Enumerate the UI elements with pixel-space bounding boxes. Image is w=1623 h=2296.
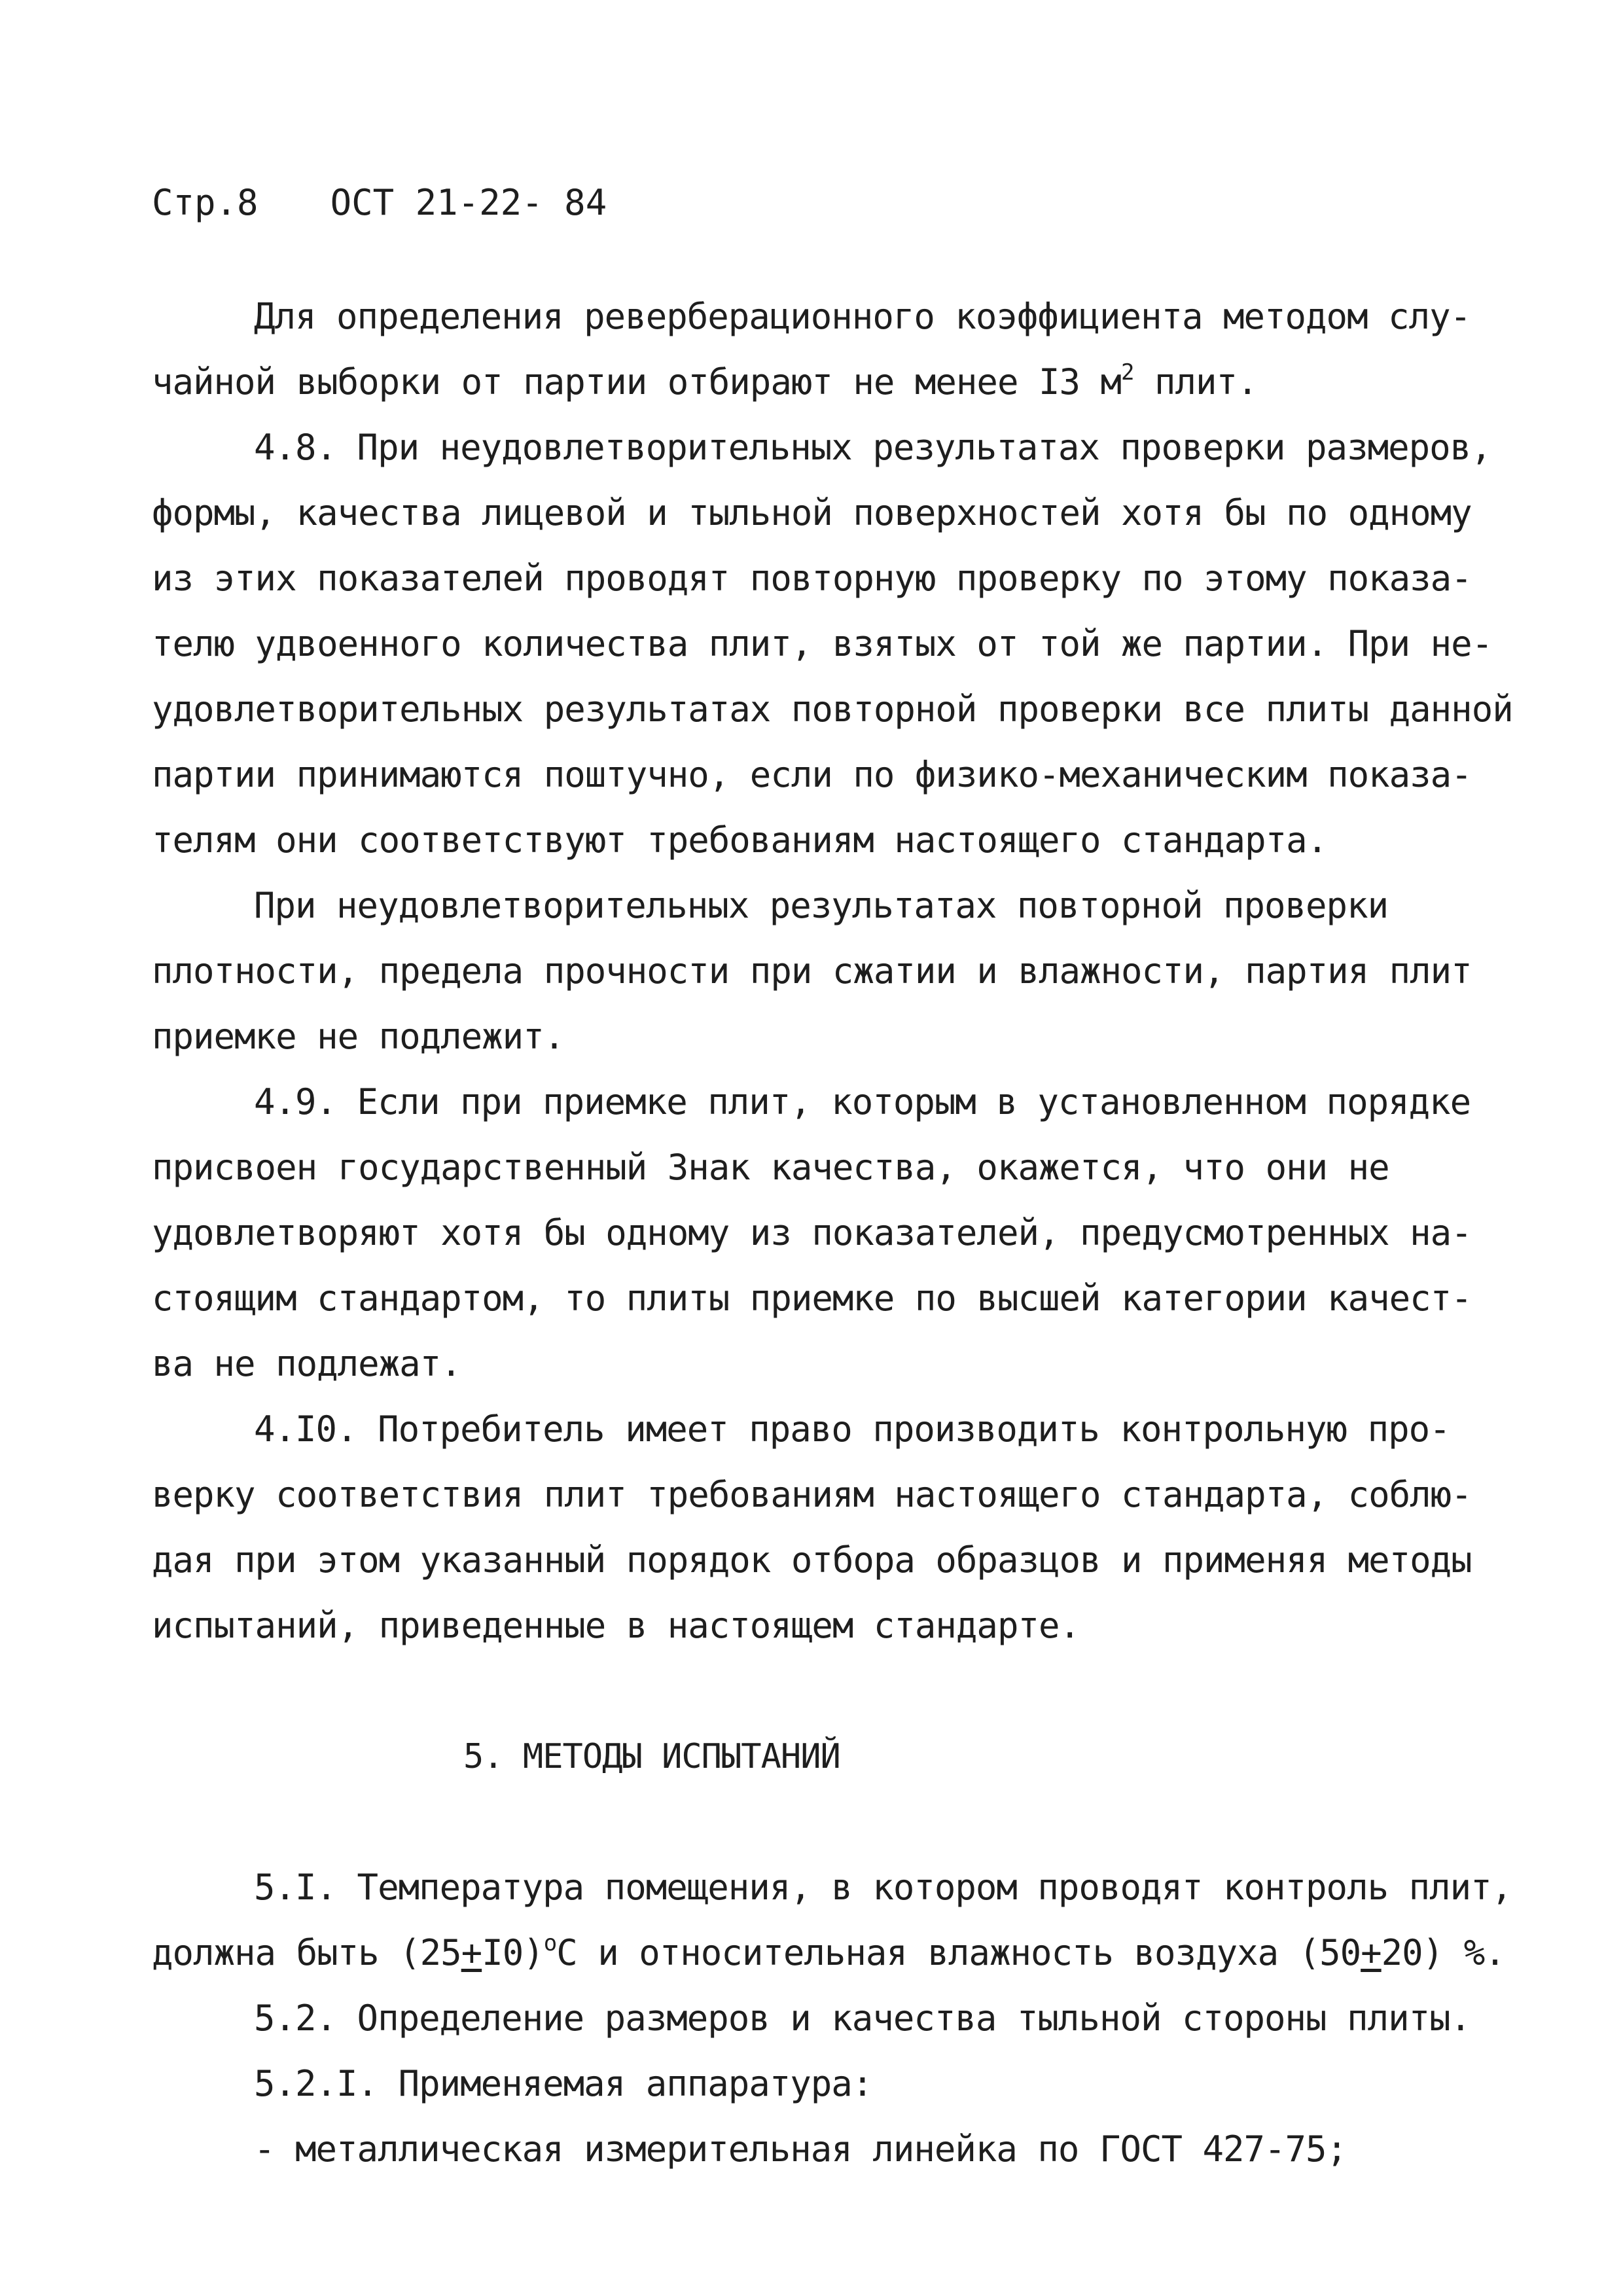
- text-line: присвоен государственный Знак качества, окажется, что они не: [152, 1147, 1389, 1188]
- text-fragment: С и относительная влажность воздуха (50: [556, 1932, 1361, 1973]
- superscript: 2: [1121, 359, 1134, 386]
- text-line: 4.I0. Потребитель имеет право производить контрольную про-: [254, 1408, 1450, 1450]
- text-line: верку соответствия плит требованиям настоящего стандарта, соблю-: [152, 1474, 1472, 1515]
- page-number: Стр.8: [152, 182, 259, 223]
- text-line: из этих показателей проводят повторную проверку по этому показа-: [152, 558, 1472, 599]
- text-fragment: I0): [482, 1932, 544, 1973]
- text-fragment: должна быть (25: [152, 1932, 461, 1973]
- standard-code: ОСТ 21-22- 84: [330, 182, 607, 223]
- text-line: 4.8. При неудовлетворительных результатах проверки размеров,: [254, 427, 1491, 468]
- text-line: партии принимаются поштучно, если по физико-механическим показа-: [152, 754, 1472, 795]
- text-line: ва не подлежат.: [152, 1343, 461, 1384]
- text-line: телям они соответствуют требованиям настоящего стандарта.: [152, 819, 1328, 861]
- text-line: При неудовлетворительных результатах повторной проверки: [254, 885, 1389, 926]
- text-line: удовлетворительных результатах повторной проверки все плиты данной: [152, 689, 1513, 730]
- section-heading: 5. МЕТОДЫ ИСПЫТАНИЙ: [463, 1737, 840, 1776]
- text-line: приемке не подлежит.: [152, 1016, 565, 1057]
- text-line: 4.9. Если при приемке плит, которым в установленном порядке: [254, 1081, 1471, 1122]
- text-line: стоящим стандартом, то плиты приемке по высшей категории качест-: [152, 1278, 1472, 1319]
- text-line: - металлическая измерительная линейка по ГОСТ 427-75;: [254, 2128, 1347, 2170]
- degree-superscript: o: [543, 1930, 557, 1956]
- page-header: [152, 182, 607, 224]
- text-line: плотности, предела прочности при сжатии и влажности, партия плит: [152, 950, 1472, 992]
- text-line: 5.I. Температура помещения, в котором проводят контроль плит,: [254, 1867, 1512, 1908]
- text-line: 5.2. Определение размеров и качества тыльной стороны плиты.: [254, 1998, 1471, 2039]
- text-line: удовлетворяют хотя бы одному из показателей, предусмотренных на-: [152, 1212, 1472, 1253]
- text-fragment: 20) %.: [1381, 1932, 1505, 1973]
- text-line: [152, 1932, 1505, 1974]
- text-fragment: чайной выборки от партии отбирают не менее I3 м: [152, 361, 1122, 403]
- text-line: формы, качества лицевой и тыльной поверхностей хотя бы по одному: [152, 492, 1472, 533]
- text-line: телю удвоенного количества плит, взятых от той же партии. При не-: [152, 623, 1493, 664]
- text-line: [152, 361, 1258, 403]
- text-fragment: плит.: [1133, 361, 1258, 403]
- text-line: Для определения реверберационного коэффициента методом слу-: [254, 296, 1471, 337]
- plus-minus-sign: +: [461, 1932, 482, 1973]
- text-line: дая при этом указанный порядок отбора образцов и применяя методы: [152, 1539, 1472, 1581]
- plus-minus-sign: +: [1361, 1932, 1382, 1973]
- text-line: испытаний, приведенные в настоящем стандарте.: [152, 1605, 1080, 1646]
- text-line: 5.2.I. Применяемая аппаратура:: [254, 2063, 873, 2104]
